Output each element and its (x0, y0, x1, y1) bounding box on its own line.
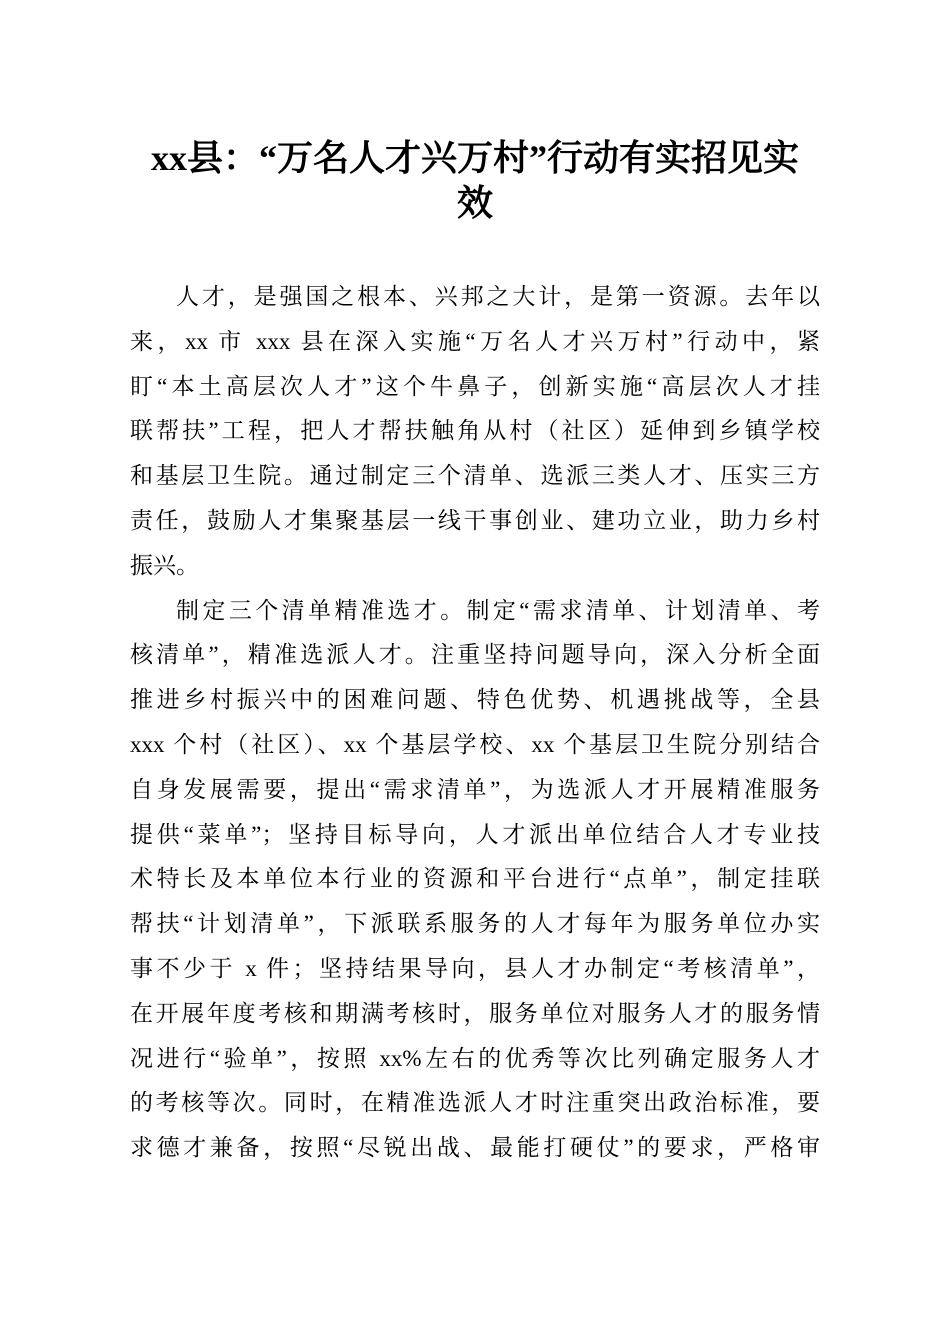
text-line: 的考核等次。同时，在精准选派人才时注重突出政治标准，要 (130, 1090, 820, 1116)
text-line: 况进行“验单”，按照 xx%左右的优秀等次比列确定服务人才 (130, 1045, 820, 1071)
title-line: 效 (456, 183, 493, 223)
title-line: xx县：“万名人才兴万村”行动有实招见实 (150, 138, 799, 178)
text-line: 制定三个清单精准选才。制定“需求清单、计划清单、考 (176, 597, 820, 623)
text-line: 事不少于 x 件；坚持结果导向，县人才办制定“考核清单”， (130, 955, 820, 981)
paragraph (130, 589, 820, 1171)
text-line: 人才，是强国之根本、兴邦之大计，是第一资源。去年以 (176, 284, 820, 309)
text-line: 联帮扶”工程，把人才帮扶触角从村（社区）延伸到乡镇学校 (130, 418, 820, 444)
text-line: 帮扶“计划清单”，下派联系服务的人才每年为服务单位办实 (130, 911, 820, 937)
text-line: xxx 个村（社区）、xx 个基层学校、xx 个基层卫生院分别结合 (130, 731, 820, 757)
text-line: 振兴。 (130, 552, 199, 578)
text-line: 推进乡村振兴中的困难问题、特色优势、机遇挑战等，全县 (130, 687, 820, 713)
text-line: 在开展年度考核和期满考核时，服务单位对服务人才的服务情 (130, 1000, 820, 1026)
document-title (100, 136, 850, 226)
text-line: 来，xx 市 xxx 县在深入实施“万名人才兴万村”行动中，紧 (130, 328, 820, 354)
text-line: 提供“菜单”；坚持目标导向，人才派出单位结合人才专业技 (130, 821, 820, 847)
text-line: 责任，鼓励人才集聚基层一线干事创业、建功立业，助力乡村 (130, 507, 820, 533)
text-line: 自身发展需要，提出“需求清单”，为选派人才开展精准服务 (130, 776, 820, 802)
document-body (130, 275, 820, 1171)
text-line: 核清单”，精准选派人才。注重坚持问题导向，深入分析全面 (130, 642, 820, 668)
text-line: 求德才兼备，按照“尽锐出战、最能打硬仗”的要求，严格审 (130, 1135, 820, 1161)
paragraph (130, 275, 820, 589)
text-line: 盯“本土高层次人才”这个牛鼻子，创新实施“高层次人才挂 (130, 373, 820, 399)
text-line: 术特长及本单位本行业的资源和平台进行“点单”，制定挂联 (130, 866, 820, 892)
text-line: 和基层卫生院。通过制定三个清单、选派三类人才、压实三方 (130, 463, 820, 489)
